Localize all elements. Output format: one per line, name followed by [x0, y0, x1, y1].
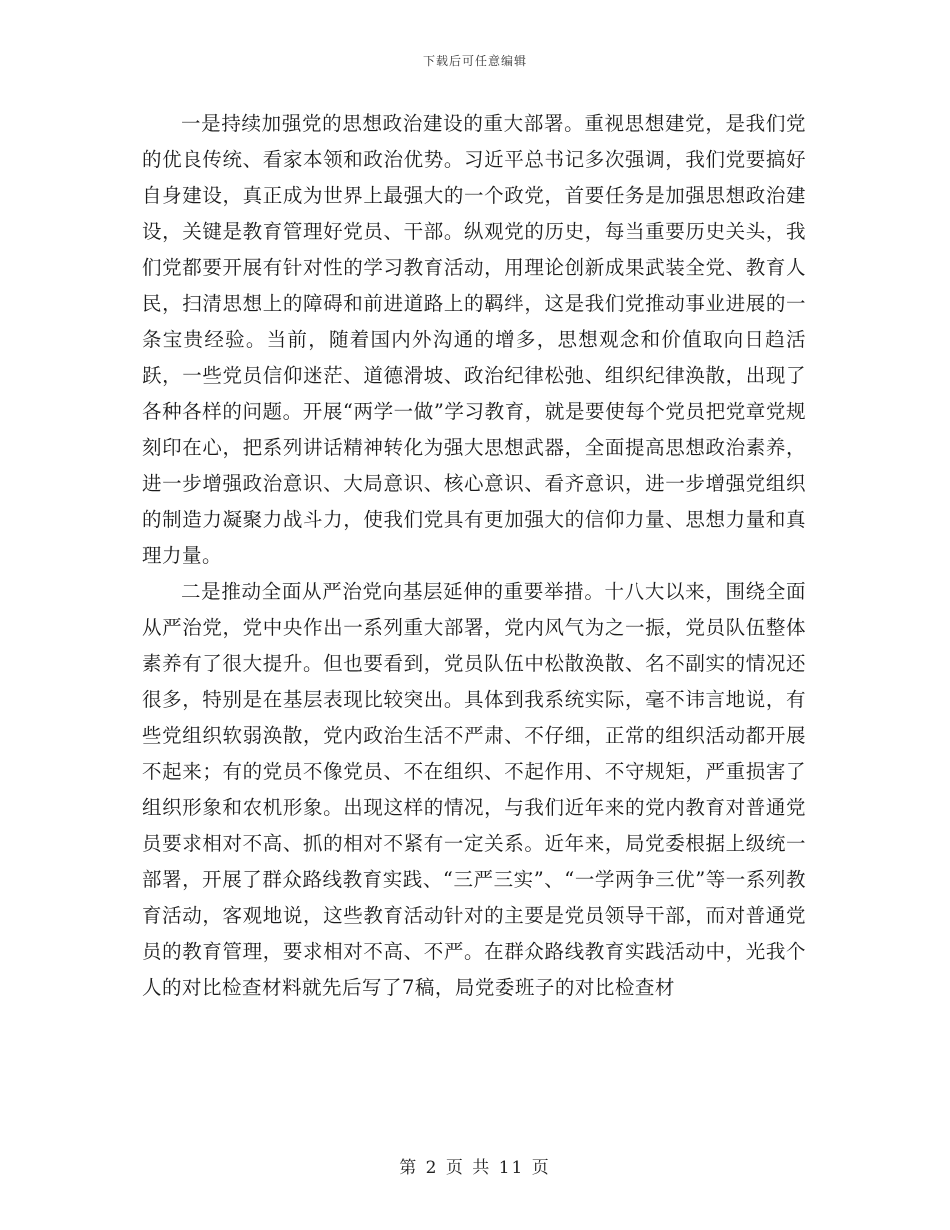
paragraph-1: 一是持续加强党的思想政治建设的重大部署。重视思想建党，是我们党的优良传统、看家本领和政治优势。习近平总书记多次强调，我们党要搞好自身建设，真正成为世界上最强大的一个政党，首要任务是加强思想政治建设，关键是教育管理好党员、干部。纵观党的历史，每当重要历史关头，我们党都要开展有针对性的学习教育活动，用理论创新成果武装全党、教育人民，扫清思想上的障碍和前进道路上的羁绊，这是我们党推动事业进展的一条宝贵经验。当前，随着国内外沟通的增多，思想观念和价值取向日趋活跃，一些党员信仰迷茫、道德滑坡、政治纪律松弛、组织纪律涣散，出现了各种各样的问题。开展“两学一做”学习教育，就是要使每个党员把党章党规刻印在心，把系列讲话精神转化为强大思想武器，全面提高思想政治素养，进一步增强政治意识、大局意识、核心意识、看齐意识，进一步增强党组织的制造力凝聚力战斗力，使我们党具有更加强大的信仰力量、思想力量和真理力量。 [142, 112, 806, 567]
paragraph-2: 二是推动全面从严治党向基层延伸的重要举措。十八大以来，围绕全面从严治党，党中央作出一系列重大部署，党内风气为之一振，党员队伍整体素养有了很大提升。但也要看到，党员队伍中松散涣散、名不副实的情况还很多，特别是在基层表现比较突出。具体到我系统实际，毫不讳言地说，有些党组织软弱涣散，党内政治生活不严肃、不仔细，正常的组织活动都开展不起来；有的党员不像党员、不在组织、不起作用、不守规矩，严重损害了组织形象和农机形象。出现这样的情况，与我们近年来的党内教育对普通党员要求相对不高、抓的相对不紧有一定关系。近年来，局党委根据上级统一部署，开展了群众路线教育实践、“三严三实”、“一学两争三优”等一系列教育活动，客观地说，这些教育活动针对的主要是党员领导干部，而对普通党员的教育管理，要求相对不高、不严。在群众路线教育实践活动中，光我个人的对比检查材料就先后写了7稿，局党委班子的对比检查材 [142, 580, 806, 999]
page-header-note: 下载后可任意编辑 [422, 54, 527, 68]
document-body [142, 106, 806, 1006]
page-number: 第 2 页 共 11 页 [399, 1158, 551, 1178]
